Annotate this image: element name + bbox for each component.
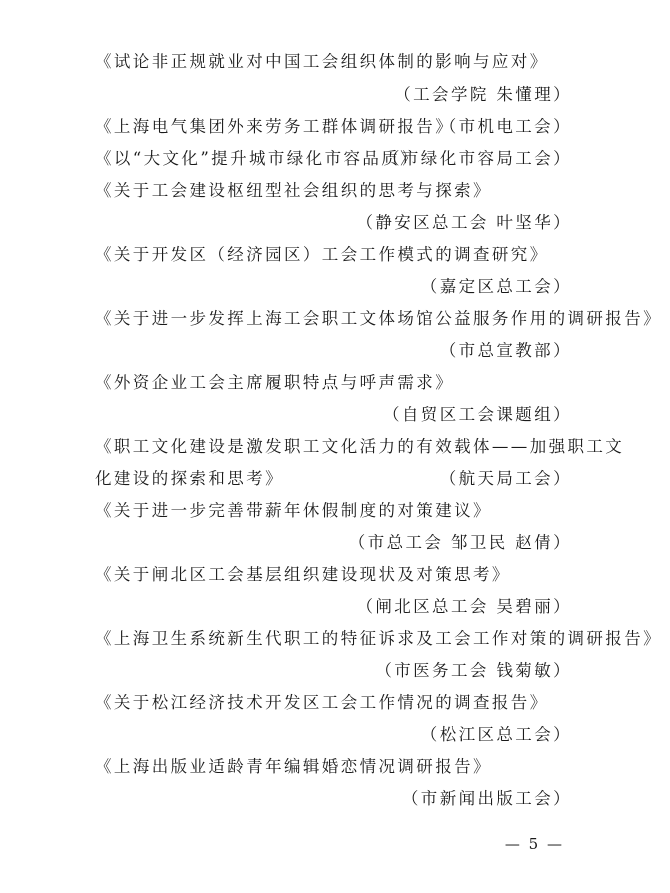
- entry-title: 《关于工会建设枢纽型社会组织的思考与探索》: [95, 181, 492, 200]
- entry-title: 《上海卫生系统新生代职工的特征诉求及工会工作对策的调研报告》: [95, 629, 662, 648]
- entry-title: 《试论非正规就业对中国工会组织体制的影响与应对》: [95, 52, 549, 71]
- entry-author: （市总工会 邹卫民 赵倩）: [348, 533, 572, 552]
- entry-author: （嘉定区总工会）: [420, 277, 572, 296]
- entry-author: （市机电工会）: [439, 117, 572, 136]
- entry-title-continued: 化建设的探索和思考》: [95, 469, 284, 488]
- entry-author: （航天局工会）: [439, 469, 572, 488]
- entry-author: （静安区总工会 叶坚华）: [356, 213, 572, 232]
- page-number: — 5 —: [504, 835, 564, 853]
- entry-title: 《关于进一步发挥上海工会职工文体场馆公益服务作用的调研报告》: [95, 309, 662, 328]
- entry-author: （市医务工会 钱菊敏）: [375, 661, 572, 680]
- entry-title: 《以“大文化”提升城市绿化市容品质》: [95, 149, 420, 168]
- entry-title: 《关于松江经济技术开发区工会工作情况的调查报告》: [95, 693, 549, 712]
- entry-title: 《职工文化建设是激发职工文化活力的有效载体——加强职工文: [95, 437, 625, 456]
- entry-author: （市绿化市容局工会）: [383, 149, 572, 168]
- entry-title: 《关于开发区（经济园区）工会工作模式的调查研究》: [95, 245, 549, 264]
- entry-author: （市新闻出版工会）: [401, 789, 572, 808]
- entry-title: 《上海出版业适龄青年编辑婚恋情况调研报告》: [95, 757, 492, 776]
- entry-title: 《关于进一步完善带薪年休假制度的对策建议》: [95, 501, 492, 520]
- entry-author: （工会学院 朱懂理）: [394, 85, 572, 104]
- entry-title: 《关于闸北区工会基层组织建设现状及对策思考》: [95, 565, 511, 584]
- entry-author: （市总宣教部）: [439, 341, 572, 360]
- entry-title: 《外资企业工会主席履职特点与呼声需求》: [95, 373, 455, 392]
- entry-author: （松江区总工会）: [420, 725, 572, 744]
- entry-title: 《上海电气集团外来劳务工群体调研报告》: [95, 117, 455, 136]
- entry-author: （闸北区总工会 吴碧丽）: [356, 597, 572, 616]
- entry-author: （自贸区工会课题组）: [383, 405, 572, 424]
